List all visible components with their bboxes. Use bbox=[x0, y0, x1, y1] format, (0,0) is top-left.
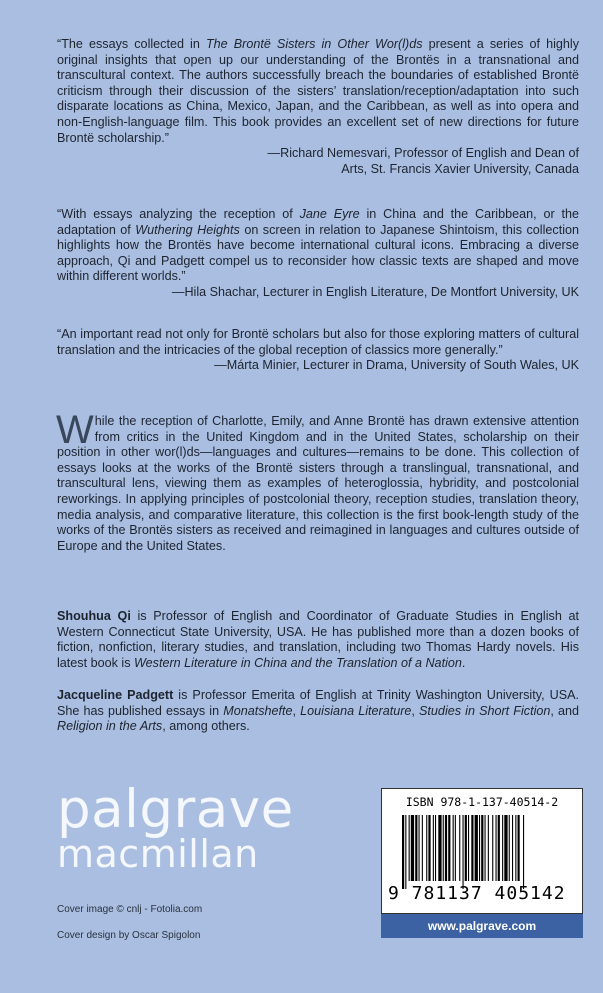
barcode-bar bbox=[479, 815, 480, 881]
barcode-bar bbox=[481, 815, 483, 881]
book-title: Jane Eyre bbox=[299, 207, 360, 221]
author-name: Shouhua Qi bbox=[57, 609, 131, 623]
journal-title: Monatshefte bbox=[223, 703, 293, 718]
barcode-bar bbox=[419, 815, 420, 881]
website-link[interactable]: www.palgrave.com bbox=[381, 914, 583, 938]
barcode-bar bbox=[409, 815, 410, 881]
barcode-bar bbox=[402, 815, 404, 889]
barcode-bar bbox=[475, 815, 478, 881]
review-3-attribution: —Márta Minier, Lecturer in Drama, University of South Wales, UK bbox=[214, 358, 579, 373]
barcode-bar bbox=[453, 815, 454, 881]
description-text: hile the reception of Charlotte, Emily, and Anne Brontë has drawn extensive attention from critics in the United Kingdom and in the United States, scholarship on their position in other wor(l)ds—languages and cultures—remains to be done. This collection of essays looks at the works of the Brontë sisters through a translingual, transnational, and transcultural lens, viewing them as examples of heteroglossia, hybridity, and postcolonial reworkings. In applying principles of postcolonial theory, reception studies, translation theory, media analysis, and comparative literature, this collection is the first book-length study of the works of the Brontës sisters as received and reimagined in languages and cultures outside of Europe and the United States. bbox=[57, 414, 579, 553]
barcode-bar bbox=[492, 815, 493, 881]
journal-title: Religion in the Arts bbox=[57, 719, 163, 734]
book-title: The Brontë Sisters in Other Wor(l)ds bbox=[205, 37, 423, 51]
book-title: Wuthering Heights bbox=[135, 222, 240, 237]
barcode-digits: 9 781137 405142 bbox=[388, 883, 566, 904]
isbn-barcode bbox=[381, 788, 583, 914]
drop-cap: W bbox=[56, 408, 94, 452]
publisher-logo bbox=[57, 779, 294, 876]
barcode-bar bbox=[411, 815, 414, 881]
barcode-bar bbox=[518, 815, 520, 881]
barcode-bar bbox=[435, 815, 436, 881]
cover-image-credit: Cover image © cnlj - Fotolia.com bbox=[57, 904, 203, 915]
barcode-bar bbox=[459, 815, 460, 881]
barcode-bar bbox=[455, 815, 456, 881]
barcode-bar bbox=[485, 815, 486, 881]
barcode-bar bbox=[445, 815, 447, 881]
author-name: Jacqueline Padgett bbox=[57, 688, 174, 702]
isbn-label: ISBN 978-1-137-40514-2 bbox=[405, 795, 559, 809]
barcode-bar bbox=[502, 815, 503, 881]
barcode-bar bbox=[405, 815, 406, 889]
author-bio-padgett: Jacqueline Padgett is Professor Emerita of English at Trinity Washington University, USA. She has published essays in Monatshefte, Louisiana Literature, Studies in Short Fiction, and Religion in the Arts, among others. bbox=[57, 688, 580, 734]
barcode-bar bbox=[504, 815, 507, 881]
review-1 bbox=[57, 37, 579, 177]
barcode-bar bbox=[422, 815, 423, 881]
review-1-attribution-line-1: —Richard Nemesvari, Professor of English and Dean of bbox=[267, 146, 579, 161]
barcode-bar bbox=[428, 815, 430, 881]
barcode-bar bbox=[496, 815, 497, 881]
barcode-bar bbox=[426, 815, 427, 881]
review-3-text: “An important read not only for Brontë scholars but also for those exploring matters of cultural translation and the intricacies of the global reception of classics more generally.” bbox=[57, 327, 579, 357]
journal-title: Louisiana Literature bbox=[300, 703, 412, 718]
author-bio-qi: Shouhua Qi is Professor of English and Coordinator of Graduate Studies in English at Western Connecticut State University, USA. He has published more than a dozen books of fiction, nonfiction, literary studies, and translation, including two Thomas Hardy novels. His latest book is Western Literature in China and the Translation of a Nation. bbox=[57, 609, 579, 670]
logo-line-1: palgrave bbox=[57, 779, 294, 840]
cover-design-credit: Cover design by Oscar Spigolon bbox=[57, 930, 201, 941]
barcode-bar bbox=[433, 815, 434, 881]
barcode-bar bbox=[498, 815, 500, 881]
book-title: Western Literature in China and the Translation of a Nation bbox=[134, 655, 462, 670]
barcode-bar bbox=[468, 815, 469, 881]
review-1-text: “The essays collected in The Brontë Sisters in Other Wor(l)ds present a series of highly original insights that open up our understanding of the Brontës in a transnational and transcultural context. The authors successfully breach the boundaries of established Brontë criticism through their discussion of the sisters’ translation/reception/adaptation into such disparate locations as China, Mexico, Japan, and the Caribbean, as well as into opera and non-English-language film. This book provides an excellent set of new directions for future Brontë scholarship.” bbox=[57, 37, 579, 145]
journal-title: Studies in Short Fiction bbox=[419, 703, 551, 718]
review-3 bbox=[57, 327, 579, 374]
barcode-bar bbox=[512, 815, 513, 881]
review-2 bbox=[57, 207, 579, 301]
barcode-bar bbox=[515, 815, 516, 881]
barcode-bar bbox=[438, 815, 441, 881]
review-1-attribution-line-2: Arts, St. Francis Xavier University, Canada bbox=[341, 161, 579, 176]
barcode-bar bbox=[448, 815, 450, 881]
review-2-attribution: —Hila Shachar, Lecturer in English Literature, De Montfort University, UK bbox=[171, 284, 579, 299]
barcode-bar bbox=[509, 815, 510, 881]
logo-line-2: macmillan bbox=[57, 832, 259, 876]
barcode-bar bbox=[523, 815, 524, 889]
barcode-bar bbox=[465, 815, 467, 881]
barcode-bar bbox=[471, 815, 473, 881]
barcode-bar bbox=[488, 815, 489, 881]
barcode-bar bbox=[443, 815, 444, 881]
barcode-bars bbox=[402, 815, 568, 889]
book-description bbox=[56, 408, 579, 554]
barcode-bar bbox=[463, 815, 464, 889]
barcode-bar bbox=[415, 815, 417, 881]
review-2-text: “With essays analyzing the reception of Jane Eyre in China and the Caribbean, or the adaptation of Wuthering Heights on screen in relation to Japanese Shintoism, this collection highlights how the Brontës have become international cultural icons. Embracing a diverse approach, Qi and Padgett compel us to reconsider how classic texts are shaped and move within different worlds.” bbox=[57, 207, 579, 284]
